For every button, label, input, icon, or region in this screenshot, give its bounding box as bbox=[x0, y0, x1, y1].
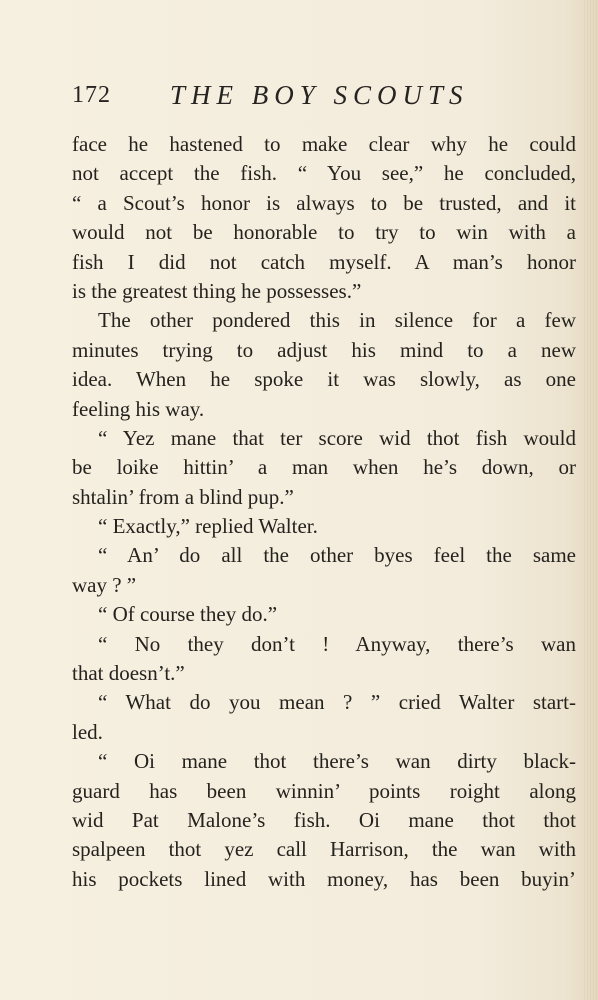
text-line: wid Pat Malone’s fish. Oi mane thot thot bbox=[72, 807, 576, 832]
text-line: fish I did not catch myself. A man’s honor bbox=[72, 249, 576, 274]
text-line: “ What do you mean ? ” cried Walter start- bbox=[98, 690, 576, 715]
text-line: that doesn’t.” bbox=[72, 661, 185, 686]
text-line: guard has been winnin’ points roight along bbox=[72, 778, 576, 803]
text-line: “ Of course they do.” bbox=[98, 602, 278, 627]
page-number: 172 bbox=[72, 82, 111, 108]
running-title: THE BOY SCOUTS bbox=[170, 80, 469, 110]
page-header bbox=[72, 80, 512, 120]
text-line: idea. When he spoke it was slowly, as one bbox=[72, 367, 576, 392]
text-line: “ Yez mane that ter score wid thot fish would bbox=[98, 425, 576, 450]
text-line: “ Oi mane thot there’s wan dirty black- bbox=[98, 749, 576, 774]
text-line: way ? ” bbox=[72, 572, 137, 597]
text-line: his pockets lined with money, has been buyin’ bbox=[72, 866, 576, 891]
text-line: “ No they don’t ! Anyway, there’s wan bbox=[98, 631, 576, 656]
text-line: feeling his way. bbox=[72, 396, 205, 421]
text-line: not accept the fish. “ You see,” he concluded, bbox=[72, 161, 576, 186]
text-line: would not be honorable to try to win with a bbox=[72, 220, 576, 245]
text-line: “ An’ do all the other byes feel the same bbox=[98, 543, 576, 568]
text-line: led. bbox=[72, 719, 103, 744]
text-line: minutes trying to adjust his mind to a new bbox=[72, 337, 576, 362]
text-line: spalpeen thot yez call Harrison, the wan with bbox=[72, 837, 576, 862]
text-line: is the greatest thing he possesses.” bbox=[72, 278, 362, 303]
text-line: “ Exactly,” replied Walter. bbox=[98, 514, 318, 539]
text-line: “ a Scout’s honor is always to be trusted, and it bbox=[72, 190, 576, 215]
page-edge bbox=[584, 0, 598, 1000]
text-line: be loike hittin’ a man when he’s down, or bbox=[72, 455, 576, 480]
body-text bbox=[72, 130, 576, 894]
text-line: shtalin’ from a blind pup.” bbox=[72, 484, 294, 509]
text-line: face he hastened to make clear why he could bbox=[72, 132, 576, 156]
text-line: The other pondered this in silence for a few bbox=[98, 308, 576, 333]
